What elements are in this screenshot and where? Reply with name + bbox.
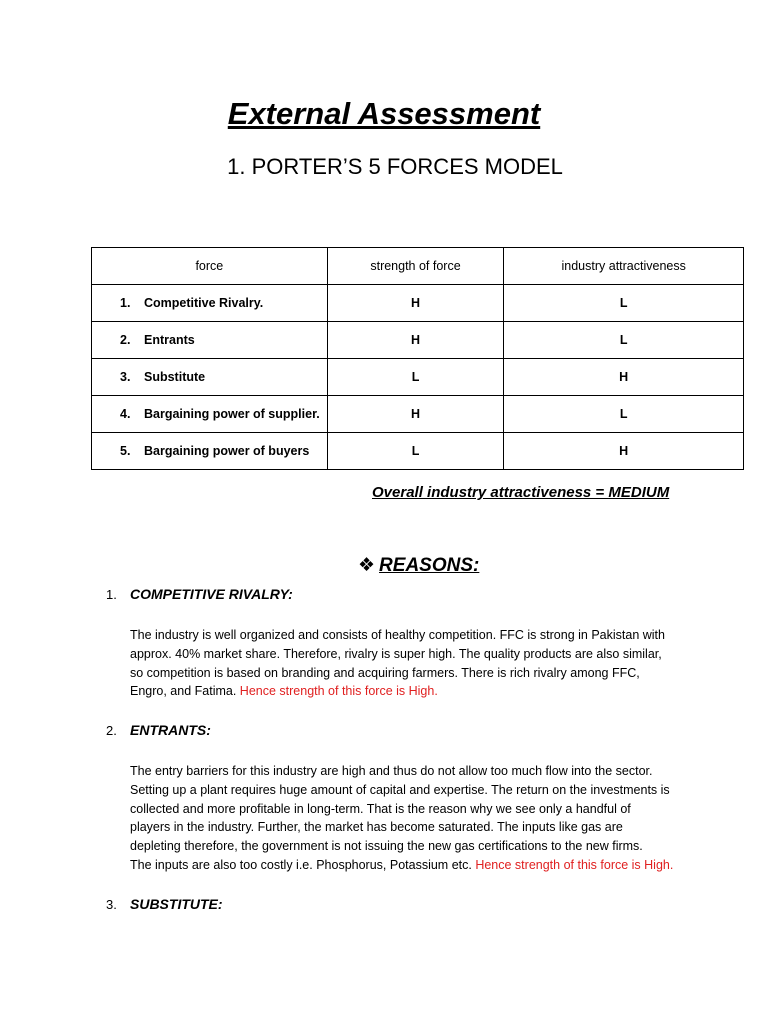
row-number: 5. [120,444,131,458]
paragraph-line: depleting therefore, the government is not issuing the new gas certifications to the new firms. [130,839,643,854]
overall-attractiveness: Overall industry attractiveness = MEDIUM [372,484,670,501]
table-row [92,322,744,359]
paragraph-line: The industry is well organized and consists of healthy competition. FFC is strong in Pakistan with [130,628,665,642]
force-name: Substitute [144,370,206,384]
section-heading-substitute [106,896,223,912]
column-header-force: force [92,248,328,285]
force-cell [92,322,328,359]
section-paragraph-competitive-rivalry [130,626,690,701]
conclusion-text: Hence strength of this force is High. [239,684,438,699]
paragraph-line: Setting up a plant requires huge amount of capital and expertise. The return on the investments is [130,782,670,797]
section-title: ENTRANTS: [130,722,211,738]
attractiveness-cell: L [504,322,744,359]
force-name: Entrants [144,333,195,347]
section-title: COMPETITIVE RIVALRY: [130,586,293,602]
paragraph-line [130,856,690,875]
table-row [92,396,744,433]
table-header-row [92,248,744,285]
strength-cell: L [327,433,504,470]
force-cell [92,396,328,433]
strength-cell: L [327,359,504,396]
diamond-bullet-icon: ❖ [358,555,376,576]
paragraph-line: collected and more profitable in long-term. That is the reason why we see only a handful of [130,801,631,816]
page-title: External Assessment [227,96,541,131]
row-number: 3. [120,370,131,384]
section-heading-entrants [106,722,211,738]
line-text: The inputs are also too costly i.e. Phosphorus, Potassium etc. [130,857,472,872]
section-title: SUBSTITUTE: [130,896,223,912]
reasons-heading [358,554,479,577]
force-name: Competitive Rivalry. [144,296,264,310]
strength-cell: H [327,396,504,433]
reasons-label: REASONS: [379,555,480,576]
force-cell [92,433,328,470]
section-number: 3. [106,897,117,912]
paragraph-line: approx. 40% market share. Therefore, rivalry is super high. The quality products are also similar, [130,646,662,661]
column-header-attractiveness: industry attractiveness [504,248,744,285]
section-paragraph-entrants [130,762,690,875]
table-row [92,359,744,396]
row-number: 1. [120,296,131,310]
attractiveness-cell: H [504,359,744,396]
line-text: Engro, and Fatima. [130,684,237,699]
paragraph-line: players in the industry. Further, the market has become saturated. The inputs like gas are [130,820,623,835]
force-name: Bargaining power of supplier. [144,407,320,421]
section-number: 1. [106,587,117,602]
attractiveness-cell: H [504,433,744,470]
force-cell [92,285,328,322]
table-row [92,433,744,470]
attractiveness-cell: L [504,396,744,433]
page-subtitle: 1. PORTER’S 5 FORCES MODEL [227,154,563,179]
strength-cell: H [327,322,504,359]
table-row [92,285,744,322]
section-number: 2. [106,723,117,738]
strength-cell: H [327,285,504,322]
row-number: 4. [120,407,131,421]
paragraph-line [130,682,690,701]
column-header-strength: strength of force [327,248,504,285]
section-heading-competitive-rivalry [106,586,293,602]
conclusion-text: Hence strength of this force is High. [475,857,674,872]
force-name: Bargaining power of buyers [144,444,310,458]
forces-table [91,247,744,470]
force-cell [92,359,328,396]
row-number: 2. [120,333,131,347]
paragraph-line: The entry barriers for this industry are high and thus do not allow too much flow into the sector. [130,764,653,778]
attractiveness-cell: L [504,285,744,322]
paragraph-line: so competition is based on branding and acquiring farmers. There is rich rivalry among FFC, [130,665,640,680]
